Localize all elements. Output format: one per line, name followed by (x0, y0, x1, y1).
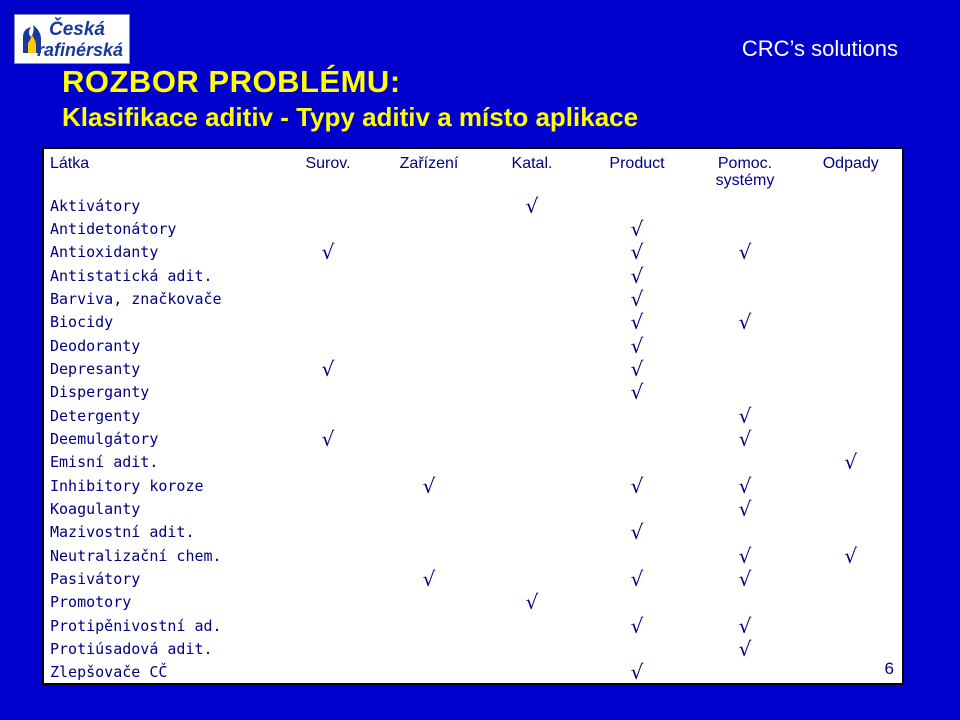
empty-cell (279, 591, 377, 614)
check-mark-cell: √ (583, 311, 691, 334)
table-row (43, 287, 903, 310)
check-mark-cell: √ (691, 637, 799, 660)
check-mark-cell: √ (583, 217, 691, 240)
empty-cell (691, 217, 799, 240)
empty-cell (481, 311, 583, 334)
empty-cell (279, 451, 377, 474)
additive-name-cell: Antistatická adit. (43, 264, 279, 287)
check-mark-cell: √ (583, 241, 691, 264)
table-row (43, 451, 903, 474)
empty-cell (481, 474, 583, 497)
empty-cell (583, 451, 691, 474)
table-row (43, 404, 903, 427)
additive-name-cell: Disperganty (43, 381, 279, 404)
empty-cell (481, 614, 583, 637)
empty-cell (377, 287, 481, 310)
check-mark-cell: √ (583, 567, 691, 590)
additive-name-cell: Zlepšovače CČ (43, 661, 279, 684)
table-row (43, 544, 903, 567)
check-mark-cell: √ (583, 474, 691, 497)
check-mark-cell: √ (799, 451, 903, 474)
empty-cell (799, 357, 903, 380)
check-mark-cell: √ (481, 194, 583, 217)
empty-cell (377, 427, 481, 450)
empty-cell (799, 287, 903, 310)
empty-cell (279, 334, 377, 357)
empty-cell (691, 194, 799, 217)
empty-cell (583, 591, 691, 614)
empty-cell (799, 217, 903, 240)
table-row (43, 217, 903, 240)
empty-cell (481, 357, 583, 380)
logo-text-line2: rafinérská (37, 40, 124, 60)
column-header-katal: Katal. (481, 148, 583, 194)
check-mark-cell: √ (583, 661, 691, 684)
empty-cell (481, 661, 583, 684)
empty-cell (799, 591, 903, 614)
empty-cell (279, 474, 377, 497)
empty-cell (481, 567, 583, 590)
empty-cell (799, 521, 903, 544)
empty-cell (799, 474, 903, 497)
check-mark-cell: √ (799, 544, 903, 567)
empty-cell (691, 451, 799, 474)
empty-cell (279, 544, 377, 567)
column-header-pomoc-systemy (691, 148, 799, 194)
empty-cell (691, 357, 799, 380)
check-mark-cell: √ (691, 311, 799, 334)
empty-cell (799, 567, 903, 590)
check-mark-cell: √ (691, 404, 799, 427)
empty-cell (279, 217, 377, 240)
empty-cell (377, 451, 481, 474)
empty-cell (691, 521, 799, 544)
empty-cell (481, 637, 583, 660)
empty-cell (481, 521, 583, 544)
ceska-rafinerska-logo (14, 14, 130, 64)
additive-name-cell: Biocidy (43, 311, 279, 334)
column-header-latka: Látka (43, 148, 279, 194)
column-header-product: Product (583, 148, 691, 194)
additives-table (42, 147, 904, 685)
additive-name-cell: Depresanty (43, 357, 279, 380)
empty-cell (377, 264, 481, 287)
empty-cell (691, 591, 799, 614)
empty-cell (583, 404, 691, 427)
empty-cell (481, 241, 583, 264)
empty-cell (799, 637, 903, 660)
additive-name-cell: Deodoranty (43, 334, 279, 357)
empty-cell (377, 217, 481, 240)
empty-cell (481, 264, 583, 287)
additive-name-cell: Emisní adit. (43, 451, 279, 474)
empty-cell (481, 451, 583, 474)
empty-cell (799, 264, 903, 287)
check-mark-cell: √ (691, 474, 799, 497)
empty-cell (279, 521, 377, 544)
empty-cell (279, 661, 377, 684)
additive-name-cell: Koagulanty (43, 497, 279, 520)
empty-cell (799, 334, 903, 357)
check-mark-cell: √ (583, 521, 691, 544)
column-header-surov: Surov. (279, 148, 377, 194)
check-mark-cell: √ (481, 591, 583, 614)
empty-cell (799, 194, 903, 217)
empty-cell (377, 381, 481, 404)
empty-cell (583, 497, 691, 520)
table-row (43, 334, 903, 357)
empty-cell (691, 264, 799, 287)
empty-cell (377, 591, 481, 614)
empty-cell (583, 637, 691, 660)
empty-cell (279, 497, 377, 520)
check-mark-cell: √ (691, 567, 799, 590)
check-mark-cell: √ (583, 614, 691, 637)
additives-table-container (42, 147, 902, 685)
empty-cell (279, 637, 377, 660)
empty-cell (481, 544, 583, 567)
empty-cell (691, 287, 799, 310)
empty-cell (799, 404, 903, 427)
additive-name-cell: Detergenty (43, 404, 279, 427)
check-mark-cell: √ (583, 264, 691, 287)
additive-name-cell: Promotory (43, 591, 279, 614)
empty-cell (377, 404, 481, 427)
additive-name-cell: Aktivátory (43, 194, 279, 217)
empty-cell (481, 427, 583, 450)
additive-name-cell: Pasivátory (43, 567, 279, 590)
empty-cell (799, 241, 903, 264)
table-row (43, 194, 903, 217)
table-row (43, 521, 903, 544)
empty-cell (377, 241, 481, 264)
page-number: 6 (884, 659, 894, 678)
empty-cell (279, 381, 377, 404)
empty-cell (279, 264, 377, 287)
empty-cell (377, 521, 481, 544)
empty-cell (799, 614, 903, 637)
empty-cell (691, 661, 799, 684)
page-subtitle: Klasifikace aditiv - Typy aditiv a místo aplikace (62, 102, 639, 132)
table-row (43, 381, 903, 404)
check-mark-cell: √ (583, 287, 691, 310)
table-row (43, 474, 903, 497)
empty-cell (799, 497, 903, 520)
table-row (43, 357, 903, 380)
empty-cell (279, 194, 377, 217)
empty-cell (377, 357, 481, 380)
empty-cell (377, 614, 481, 637)
table-row (43, 637, 903, 660)
empty-cell (377, 661, 481, 684)
empty-cell (799, 427, 903, 450)
empty-cell (481, 334, 583, 357)
additive-name-cell: Deemulgátory (43, 427, 279, 450)
additive-name-cell: Protiúsadová adit. (43, 637, 279, 660)
empty-cell (377, 334, 481, 357)
check-mark-cell: √ (583, 381, 691, 404)
check-mark-cell: √ (583, 357, 691, 380)
check-mark-cell: √ (377, 567, 481, 590)
column-header-zarizeni: Zařízení (377, 148, 481, 194)
check-mark-cell: √ (691, 544, 799, 567)
empty-cell (279, 567, 377, 590)
check-mark-cell: √ (279, 427, 377, 450)
additive-name-cell: Protipěnivostní ad. (43, 614, 279, 637)
empty-cell (377, 497, 481, 520)
empty-cell (377, 637, 481, 660)
page-title: ROZBOR PROBLÉMU: (62, 64, 401, 99)
check-mark-cell: √ (377, 474, 481, 497)
column-header-pomoc-text: Pomoc. systémy (715, 155, 775, 189)
table-body (43, 194, 903, 684)
check-mark-cell: √ (583, 334, 691, 357)
empty-cell (279, 614, 377, 637)
table-row (43, 614, 903, 637)
additive-name-cell: Inhibitory koroze (43, 474, 279, 497)
empty-cell (279, 287, 377, 310)
additive-name-cell: Barviva, značkovače (43, 287, 279, 310)
table-row (43, 241, 903, 264)
empty-cell (377, 544, 481, 567)
empty-cell (583, 194, 691, 217)
empty-cell (279, 311, 377, 334)
empty-cell (691, 334, 799, 357)
column-header-odpady: Odpady (799, 148, 903, 194)
table-row (43, 427, 903, 450)
additive-name-cell: Antioxidanty (43, 241, 279, 264)
table-row (43, 497, 903, 520)
table-row (43, 591, 903, 614)
logo-text-line1: Česká (49, 19, 105, 40)
table-row (43, 661, 903, 684)
table-row (43, 311, 903, 334)
additive-name-cell: Antidetonátory (43, 217, 279, 240)
empty-cell (481, 497, 583, 520)
empty-cell (799, 311, 903, 334)
check-mark-cell: √ (279, 241, 377, 264)
empty-cell (279, 404, 377, 427)
brand-label: CRC’s solutions (741, 36, 898, 61)
empty-cell (377, 311, 481, 334)
table-header-row (43, 148, 903, 194)
empty-cell (481, 287, 583, 310)
empty-cell (583, 427, 691, 450)
empty-cell (691, 381, 799, 404)
empty-cell (481, 404, 583, 427)
table-row (43, 567, 903, 590)
empty-cell (481, 217, 583, 240)
check-mark-cell: √ (691, 241, 799, 264)
check-mark-cell: √ (691, 497, 799, 520)
empty-cell (799, 381, 903, 404)
additive-name-cell: Mazivostní adit. (43, 521, 279, 544)
empty-cell (481, 381, 583, 404)
check-mark-cell: √ (691, 427, 799, 450)
empty-cell (377, 194, 481, 217)
check-mark-cell: √ (279, 357, 377, 380)
additive-name-cell: Neutralizační chem. (43, 544, 279, 567)
empty-cell (583, 544, 691, 567)
check-mark-cell: √ (691, 614, 799, 637)
table-row (43, 264, 903, 287)
